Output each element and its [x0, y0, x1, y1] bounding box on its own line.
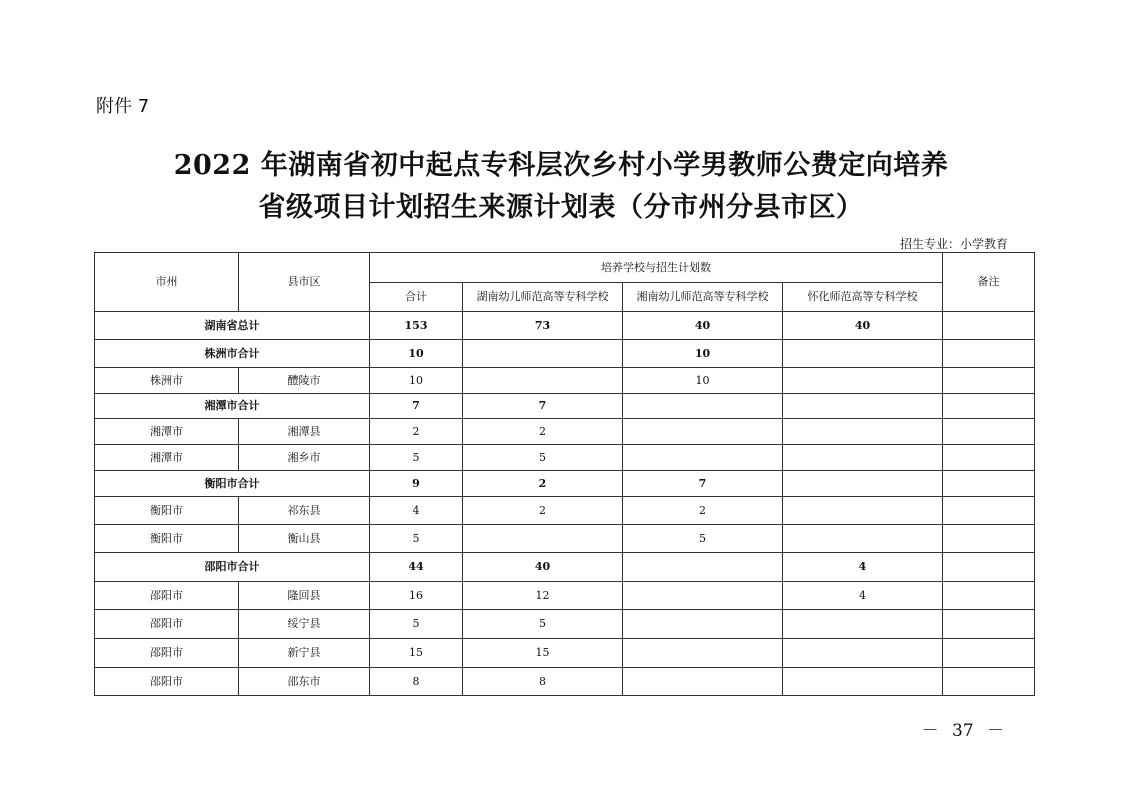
school-2-cell: 7: [623, 471, 783, 497]
school-2-cell: 10: [623, 340, 783, 368]
total-cell: 10: [370, 368, 463, 394]
school-3-cell: [783, 419, 943, 445]
table-row-subtotal: [95, 471, 1035, 497]
school-2-cell: 10: [623, 368, 783, 394]
school-1-cell: [463, 368, 623, 394]
total-cell: 8: [370, 668, 463, 696]
major-label: 招生专业：小学教育: [899, 237, 1008, 251]
school-2-cell: 5: [623, 525, 783, 553]
school-2-cell: [623, 445, 783, 471]
school-3-cell: [783, 610, 943, 639]
total-cell: 9: [370, 471, 463, 497]
header-county: 县市区: [239, 253, 370, 312]
subtotal-label-cell: 株洲市合计: [95, 340, 370, 368]
county-cell: 隆回县: [239, 582, 370, 610]
total-cell: 153: [370, 312, 463, 340]
header-school-group: 培养学校与招生计划数: [370, 253, 943, 283]
remark-cell: [943, 471, 1035, 497]
school-3-cell: [783, 668, 943, 696]
enrollment-plan-table: [94, 252, 1035, 696]
county-cell: 衡山县: [239, 525, 370, 553]
school-1-cell: 5: [463, 610, 623, 639]
school-1-cell: 12: [463, 582, 623, 610]
school-2-cell: [623, 419, 783, 445]
table-row-subtotal: [95, 553, 1035, 582]
table-row-subtotal: [95, 340, 1035, 368]
subtotal-label-cell: 湘潭市合计: [95, 394, 370, 419]
school-2-cell: [623, 553, 783, 582]
header-total: 合计: [370, 283, 463, 312]
city-cell: 邵阳市: [95, 582, 239, 610]
county-cell: 绥宁县: [239, 610, 370, 639]
document-title-line-1: 2022 年湖南省初中起点专科层次乡村小学男教师公费定向培养: [173, 150, 949, 181]
header-row-1: [95, 253, 1035, 283]
total-cell: 10: [370, 340, 463, 368]
remark-cell: [943, 639, 1035, 668]
school-1-cell: 2: [463, 471, 623, 497]
table-row: [95, 668, 1035, 696]
city-cell: 邵阳市: [95, 639, 239, 668]
attachment-label: 附件 7: [96, 96, 150, 117]
remark-cell: [943, 497, 1035, 525]
school-2-cell: [623, 668, 783, 696]
city-cell: 衡阳市: [95, 525, 239, 553]
remark-cell: [943, 553, 1035, 582]
school-3-cell: 40: [783, 312, 943, 340]
table-body: [95, 312, 1035, 696]
remark-cell: [943, 610, 1035, 639]
header-school-1: 湖南幼儿师范高等专科学校: [463, 283, 623, 312]
remark-cell: [943, 312, 1035, 340]
county-cell: 醴陵市: [239, 368, 370, 394]
total-cell: 5: [370, 610, 463, 639]
school-2-cell: 40: [623, 312, 783, 340]
total-cell: 15: [370, 639, 463, 668]
subtotal-label-cell: 湖南省总计: [95, 312, 370, 340]
school-1-cell: 15: [463, 639, 623, 668]
header-school-3: 怀化师范高等专科学校: [783, 283, 943, 312]
school-2-cell: [623, 582, 783, 610]
school-3-cell: [783, 471, 943, 497]
school-2-cell: [623, 610, 783, 639]
total-cell: 4: [370, 497, 463, 525]
school-1-cell: 73: [463, 312, 623, 340]
city-cell: 湘潭市: [95, 419, 239, 445]
header-school-2: 湘南幼儿师范高等专科学校: [623, 283, 783, 312]
school-3-cell: [783, 445, 943, 471]
city-cell: 湘潭市: [95, 445, 239, 471]
city-cell: 株洲市: [95, 368, 239, 394]
subtotal-label-cell: 邵阳市合计: [95, 553, 370, 582]
remark-cell: [943, 582, 1035, 610]
county-cell: 湘乡市: [239, 445, 370, 471]
remark-cell: [943, 419, 1035, 445]
remark-cell: [943, 394, 1035, 419]
school-2-cell: [623, 639, 783, 668]
school-1-cell: 2: [463, 497, 623, 525]
city-cell: 邵阳市: [95, 610, 239, 639]
school-1-cell: 7: [463, 394, 623, 419]
school-1-cell: [463, 525, 623, 553]
school-2-cell: 2: [623, 497, 783, 525]
school-1-cell: [463, 340, 623, 368]
remark-cell: [943, 445, 1035, 471]
remark-cell: [943, 668, 1035, 696]
school-3-cell: [783, 639, 943, 668]
county-cell: 新宁县: [239, 639, 370, 668]
total-cell: 2: [370, 419, 463, 445]
school-3-cell: [783, 340, 943, 368]
school-3-cell: [783, 525, 943, 553]
county-cell: 祁东县: [239, 497, 370, 525]
table-row: [95, 639, 1035, 668]
table-row: [95, 582, 1035, 610]
page-number: － 37 －: [921, 721, 1004, 741]
table-row: [95, 610, 1035, 639]
school-3-cell: 4: [783, 582, 943, 610]
table-row: [95, 368, 1035, 394]
school-3-cell: 4: [783, 553, 943, 582]
school-3-cell: [783, 368, 943, 394]
total-cell: 44: [370, 553, 463, 582]
table-row-subtotal: [95, 312, 1035, 340]
school-1-cell: 8: [463, 668, 623, 696]
total-cell: 5: [370, 525, 463, 553]
county-cell: 邵东市: [239, 668, 370, 696]
table-row: [95, 419, 1035, 445]
remark-cell: [943, 368, 1035, 394]
subtotal-label-cell: 衡阳市合计: [95, 471, 370, 497]
total-cell: 7: [370, 394, 463, 419]
school-3-cell: [783, 497, 943, 525]
school-1-cell: 40: [463, 553, 623, 582]
table-row: [95, 525, 1035, 553]
table-row: [95, 445, 1035, 471]
table-row: [95, 497, 1035, 525]
total-cell: 16: [370, 582, 463, 610]
total-cell: 5: [370, 445, 463, 471]
city-cell: 邵阳市: [95, 668, 239, 696]
header-city: 市州: [95, 253, 239, 312]
remark-cell: [943, 340, 1035, 368]
city-cell: 衡阳市: [95, 497, 239, 525]
county-cell: 湘潭县: [239, 419, 370, 445]
table-row-subtotal: [95, 394, 1035, 419]
remark-cell: [943, 525, 1035, 553]
school-3-cell: [783, 394, 943, 419]
school-1-cell: 2: [463, 419, 623, 445]
header-remark: 备注: [943, 253, 1035, 312]
document-title-line-2: 省级项目计划招生来源计划表（分市州分县市区）: [258, 192, 864, 223]
school-1-cell: 5: [463, 445, 623, 471]
school-2-cell: [623, 394, 783, 419]
